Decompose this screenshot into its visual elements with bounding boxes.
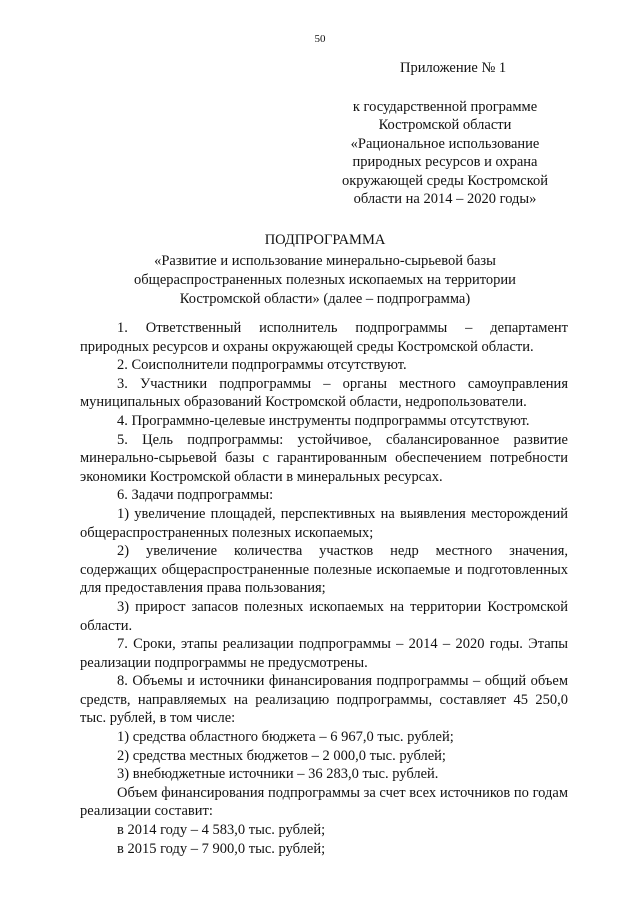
subprogram-heading: ПОДПРОГРАММА xyxy=(264,232,386,248)
paragraph-goal: 5. Цель подпрограммы: устойчивое, сбалансированное развитие минерально-сырьевой базы с гарантированным обеспечением потребности экономики Костромской области в минеральных ресурсах. xyxy=(80,431,568,485)
paragraph-funding-regional: 1) средства областного бюджета – 6 967,0 тыс. рублей; xyxy=(117,729,454,746)
paragraph-funding-extrabudgetary: 3) внебюджетные источники – 36 283,0 тыс. рублей. xyxy=(117,766,439,783)
paragraph-funding-local: 2) средства местных бюджетов – 2 000,0 тыс. рублей; xyxy=(117,747,446,764)
subprogram-title xyxy=(80,252,570,309)
paragraph-task-2: 2) увеличение количества участков недр местного значения, содержащих общераспространенные полезные ископаемые и подготовленных для предоставления права пользования; xyxy=(80,543,568,597)
subprogram-title-line: «Развитие и использование минерально-сырьевой базы xyxy=(154,253,496,269)
subprogram-title-line: общераспространенных полезных ископаемых на территории xyxy=(134,272,516,288)
subprogram-title-line: Костромской области» (далее – подпрограмма) xyxy=(179,291,471,307)
annex-reference xyxy=(330,98,560,208)
paragraph-timeframe: 7. Сроки, этапы реализации подпрограммы – 2014 – 2020 годы. Этапы реализации подпрограммы не предусмотрены. xyxy=(80,636,568,671)
annex-ref-line: «Рациональное использование xyxy=(350,135,540,152)
paragraph-co-executors: 2. Соисполнители подпрограммы отсутствуют. xyxy=(117,357,407,374)
paragraph-year-2015: в 2015 году – 7 900,0 тыс. рублей; xyxy=(117,840,326,857)
paragraph-year-2014: в 2014 году – 4 583,0 тыс. рублей; xyxy=(117,822,326,839)
page-number: 50 xyxy=(314,33,326,45)
paragraph-instruments: 4. Программно-целевые инструменты подпрограммы отсутствуют. xyxy=(117,412,530,429)
paragraph-tasks-heading: 6. Задачи подпрограммы: xyxy=(117,487,274,504)
annex-title: Приложение № 1 xyxy=(400,60,507,76)
paragraph-task-1: 1) увеличение площадей, перспективных на выявления месторождений общераспространенных полезных ископаемых; xyxy=(80,505,568,541)
annex-ref-line: Костромской области xyxy=(378,117,512,134)
annex-ref-line: окружающей среды Костромской xyxy=(341,172,549,189)
annex-ref-line: области на 2014 – 2020 годы» xyxy=(353,191,537,208)
paragraph-participants: 3. Участники подпрограммы – органы местного самоуправления муниципальных образований Костромской области, недропользователи. xyxy=(80,375,568,411)
paragraph-funding: 8. Объемы и источники финансирования подпрограммы – общий объем средств, направляемых на реализацию подпрограммы, составляет 45 250,0 тыс. рублей, в том числе: xyxy=(80,673,568,727)
paragraph-task-3: 3) прирост запасов полезных ископаемых на территории Костромской области. xyxy=(80,598,568,634)
paragraph-funding-by-years: Объем финансирования подпрограммы за счет всех источников по годам реализации составит: xyxy=(80,784,568,820)
paragraph-responsible-executor: 1. Ответственный исполнитель подпрограммы – департамент природных ресурсов и охраны окружающей среды Костромской области. xyxy=(80,320,568,355)
annex-ref-line: к государственной программе xyxy=(352,99,538,115)
annex-ref-line: природных ресурсов и охрана xyxy=(352,154,538,171)
document-body xyxy=(80,319,568,858)
